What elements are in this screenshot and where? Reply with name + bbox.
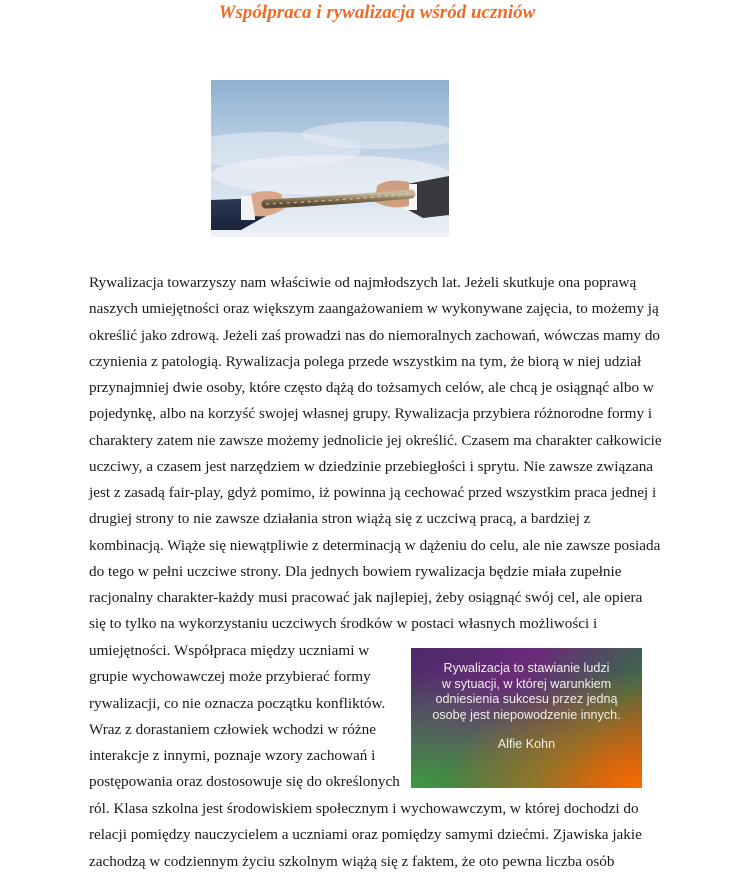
- text-line: drugiej strony to nie zawsze działania stron wiążą się z uczciwą pracą, a bardziej z: [89, 510, 591, 528]
- text-line: rywalizacji, co nie oznacza początku konfliktów.: [89, 694, 386, 712]
- text-line: jest z zasadą fair-play, gdyż pomimo, iż powinna ją cechować przed wszystkim praca jednej i: [89, 484, 657, 501]
- paragraph-intro: [89, 270, 662, 638]
- text-line: Wraz z dorastaniem człowiek wchodzi w różne: [89, 720, 376, 738]
- quote-line: Rywalizacja to stawianie ludzi: [443, 661, 610, 675]
- text-line: się to tylko na wykorzystaniu uczciwych środków w postaci własnych możliwości i: [89, 615, 598, 633]
- text-line: ról. Klasa szkolna jest środowiskiem społecznym i wychowawczym, w której dochodzi do: [89, 800, 639, 817]
- text-line: czynienia z patologią. Rywalizacja polega przede wszystkim na tym, że biorą w niej udział: [89, 352, 642, 370]
- text-line: charaktery zatem nie zawsze możemy jednolicie jej określić. Czasem ma charakter całkowicie: [89, 431, 662, 449]
- text-line: zachodzą w codziennym życiu szkolnym wiążą się z faktem, że oto pewna liczba osób: [89, 852, 615, 870]
- quote-line: osobę jest niepowodzenie innych.: [432, 707, 621, 722]
- text-line: naszych umiejętności oraz większym zaangażowaniem w wykonywane zajęcia, to możemy ją: [89, 300, 659, 318]
- text-line: interakcje z innymi, poznaje wzory zachowań i: [89, 747, 376, 764]
- text-line: pojedynkę, albo na korzyść swojej własnej grupy. Rywalizacja przybiera różnorodne formy i: [89, 405, 653, 423]
- paragraph-beside-quote: [89, 638, 400, 796]
- tug-of-war-photo: [211, 80, 449, 237]
- text-line: do tego w pełni uczciwe strony. Dla jednych bowiem rywalizacja będzie miała zupełnie: [89, 562, 622, 580]
- text-line: uczciwy, a czasem jest narzędziem w dziedzinie przebiegłości i sprytu. Nie zawsze związana: [89, 457, 654, 475]
- text-line: relacji pomiędzy nauczycielem a uczniami oraz pomiędzy samymi dziećmi. Zjawiska jakie: [89, 826, 642, 844]
- text-line: grupie wychowawczej może przybierać formy: [89, 668, 371, 686]
- paragraph-continued: [89, 796, 642, 873]
- text-line: kombinacją. Wiąże się niewątpliwie z determinacją w dążeniu do celu, ale nie zawsze posiada: [89, 536, 661, 554]
- text-line: określić jako zdrową. Jeżeli zaś prowadzi nas do niemoralnych zachowań, wówczas mamy do: [89, 326, 661, 344]
- quote-line: w sytuacji, w której warunkiem: [441, 676, 612, 691]
- text-line: Rywalizacja towarzyszy nam właściwie od najmłodszych lat. Jeżeli skutkuje ona poprawą: [89, 274, 637, 291]
- quote-author: Alfie Kohn: [497, 737, 556, 751]
- quote-image: [411, 648, 642, 788]
- text-line: postępowania oraz dostosowuje się do określonych: [89, 773, 400, 791]
- text-line: racjonalny charakter-każdy musi pracować jak najlepiej, żeby osiągnąć swój cel, ale opiera: [89, 589, 643, 606]
- page-title: Współpraca i rywalizacja wśród uczniów: [218, 2, 536, 23]
- text-line: przynajmniej dwie osoby, które często dążą do tożsamych celów, ale chcą je osiągnąć albo w: [89, 379, 654, 396]
- quote-line: odniesienia sukcesu przez jedną: [435, 692, 618, 706]
- text-line: umiejętności. Współpraca między uczniami w: [89, 642, 370, 659]
